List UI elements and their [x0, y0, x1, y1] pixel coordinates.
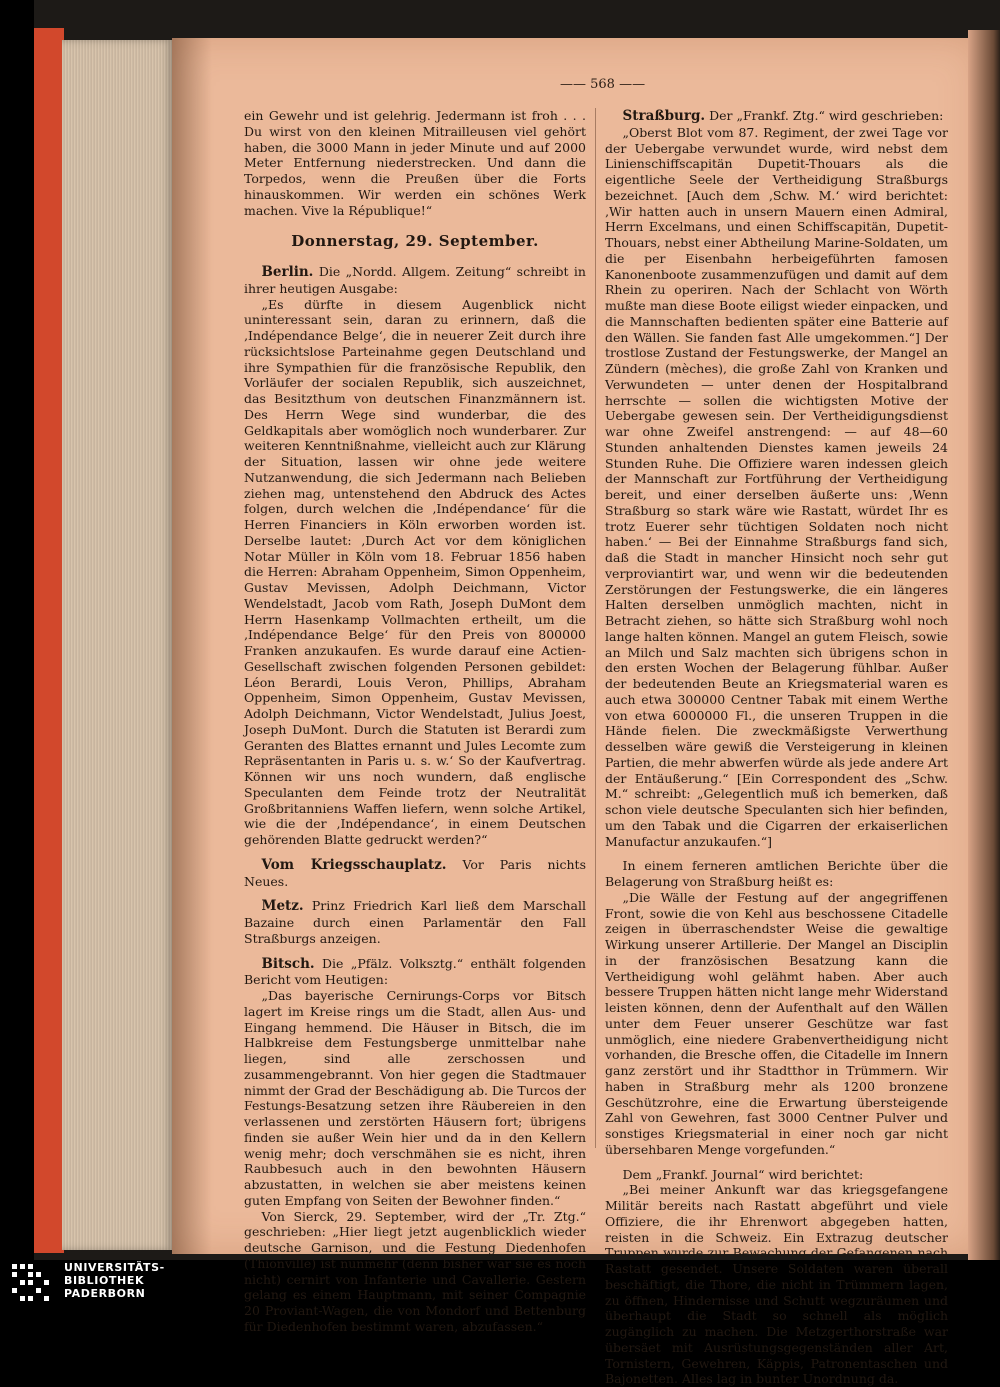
- paragraph-bitsch: [244, 956, 586, 989]
- keyword: Vom Kriegsschauplatz.: [261, 856, 447, 873]
- library-logo-icon: [12, 1264, 52, 1300]
- quote: „Oberst Blot vom 87. Regiment, der zwei Tage vor der Uebergabe verwundet wurde, wird nebst dem Linienschiffscapitän Dupetit-Thouars als die eigentliche Seele der Vertheidigung Straßburgs bezeichnet. [Auch dem ‚Schw. M.‘ wird berichtet: ‚Wir hatten auch in unsern Mauern einen Admiral, Herrn Excelmans, und einen Schiffscapitän, Dupetit-Thouars, nebst einer Abtheilung Marine-Soldaten, um die per Eisenbahn herbeigeführten famosen Kanonenboote zusammenzufügen und damit auf dem Rhein zu operiren. Nach der Schlacht von Wörth mußte man diese Boote eiligst wieder einpacken, und die Mannschaften bedienten später eine Batterie auf den Wällen. Sie fanden fast Alle umgekommen.“] Der trostlose Zustand der Festungswerke, der Mangel an Zündern (mèches), die große Zahl von Kranken und Verwundeten — unter denen der Hospitalbrand herrschte — sollen die wichtigsten Motive der Uebergabe gewesen sein. Der Vertheidigungsdienst war ohne Zweifel anstrengend: — auf 48—60 Stunden anhaltenden Dienstes kamen jeweils 24 Stunden Ruhe. Die Offiziere waren indessen gleich der Mannschaft zur Fortführung der Vertheidigung bereit, und einer derselben äußerte uns: ‚Wenn Straßburg so stark wäre wie Rastatt, würdet Ihr es trotz Euerer sehr tüchtigen Soldaten noch nicht haben.‘ — Bei der Einnahme Straßburgs fand sich, daß die Stadt in mancher Hinsicht noch sehr gut verproviantirt war, und wenn wir die bedeutenden Zerstörungen der Festungswerke, die ein längeres Halten derselben unmöglich machten, nicht in Betracht ziehen, so hätte sich Straßburg wohl noch lange halten können. Mangel an gutem Fleisch, sowie an Milch und Salz machten sich übrigens schon in den ersten Wochen der Belagerung fühlbar. Außer der bedeutenden Beute an Kriegsmaterial waren es auch etwa 300000 Centner Tabak mit einem Werthe von etwa 6000000 Fl., die unseren Truppen in die Hände fielen. Die zweckmäßigste Verwerthung desselben wäre gewiß die Versteigerung in kleinen Partien, die mehr abwerfen würde als jede andere Art der Entäußerung.“ [Ein Correspondent des „Schw. M.“ schreibt: „Gelegentlich muß ich bemerken, daß schon viele deutsche Speculanten sich hier befinden, um den Tabak und die Cigarren der erkaiserlichen Manufactur anzukaufen.“]: [605, 124, 948, 849]
- paragraph-berlin: [244, 264, 586, 297]
- paragraph-sierck: Von Sierck, 29. September, wird der „Tr. Ztg.“ geschrieben: „Hier liegt jetzt augenblicklich wieder deutsche Garnison, und die Festung Diedenhofen (Thionville) ist nunmehr (denn bisher war sie es noch nicht) cernirt von Infanterie und Cavallerie. Gestern gelang es einem Hauptmann, mit seiner Compagnie 20 Proviant-Wagen, die von Mondorf und Bettenburg für Diedenhofen bestimmt waren, abzufassen.“: [244, 1208, 586, 1334]
- page-edges: [62, 40, 174, 1250]
- page-number: —— 568 ——: [560, 77, 646, 92]
- paragraph: In einem ferneren amtlichen Berichte über die Belagerung von Straßburg heißt es:: [605, 858, 948, 889]
- keyword: Berlin.: [261, 264, 314, 280]
- quote: „Das bayerische Cernirungs-Corps vor Bitsch lagert im Kreise rings um die Stadt, allen Aus- und Eingang hemmend. Die Häuser in Bitsch, die im Halbkreise dem Festungsberge unmittelbar nahe liegen, sind alle zerschossen und zusammengebrannt. Von hier gegen die Stadtmauer nimmt der Grad der Beschädigung ab. Die Turcos der Festungs-Besatzung setzen ihre Räubereien in den verlassenen und zerstörten Häusern fort; übrigens finden sie außer Wein hier und da in den Kellern wenig mehr; doch verschmähen sie es nicht, ihren Raubbesuch auch in den bewohnten Häusern abzustatten, in welchen sie aber meistens keinen guten Empfang von Seiten der Bewohner finden.“: [244, 988, 586, 1208]
- book-cover-edge: [34, 28, 64, 1253]
- keyword: Straßburg.: [622, 108, 706, 124]
- left-column: [244, 108, 586, 1335]
- column-rule: [595, 108, 596, 1148]
- keyword: Bitsch.: [261, 955, 315, 972]
- logo-line: PADERBORN: [64, 1287, 146, 1300]
- paragraph-kriegsschauplatz: [244, 857, 586, 890]
- quote: „Die Wälle der Festung auf der angegriffenen Front, sowie die von Kehl aus beschossene Citadelle zeigen in überraschendster Weise die gewaltige Wirkung unserer Artillerie. Der Mangel an Disciplin in der französischen Besatzung kann die Vertheidigung wohl gelähmt haben. Aber auch bessere Truppen hätten nicht lange mehr Widerstand leisten können, denn der Aufenthalt auf den Wällen unter dem Feuer unserer Geschütze war fast unmöglich, eine niedere Grabenvertheidigung nicht vorhanden, die Bresche offen, die Citadelle im Innern ganz zerstört und ihr Stadtthor in Trümmern. Wir haben in Straßburg mehr als 1200 bronzene Geschützrohre, eine die Erwartung übersteigende Zahl von Gewehren, fast 3000 Centner Pulver und sonstiges Kriegsmaterial in einer noch gar nicht übersehbaren Menge vorgefunden.“: [605, 889, 948, 1157]
- text: Die „Nordd. Allgem. Zeitung“ schreibt in ihrer heutigen Ausgabe:: [244, 264, 586, 296]
- text: Der „Frankf. Ztg.“ wird geschrieben:: [709, 108, 944, 123]
- paragraph-metz: [244, 898, 586, 946]
- right-column: [605, 108, 948, 1387]
- quote: „Bei meiner Ankunft war das kriegsgefangene Militär bereits nach Rastatt abgeführt und viele Offiziere, die ihr Ehrenwort abgegeben hatten, reisten in die Schweiz. Ein Extrazug deutscher Truppen wurde zur Bewachung der Gefangenen nach Rastatt gesendet. Unsere Soldaten waren überall beschäftigt, die Thore, die nicht in Trümmern lagen, zu öffnen, Hindernisse und Schutt wegzuräumen und überhaupt die Stadt so schnell als möglich zugänglich zu machen. Die Metzgerthorstraße war übersäet mit Ausrüstungsgegenständen aller Art, Tornistern, Gewehren, Käppis, Patronentaschen und Bajonetten. Alles lag in bunter Unordnung da.: [605, 1182, 948, 1387]
- paragraph: ein Gewehr und ist gelehrig. Jedermann ist froh . . . Du wirst von den kleinen Mitrailleusen viel gehört haben, die 3000 Mann in jeder Minute und auf 2000 Meter Entfernung niederstrecken. Und dann die Torpedos, wenn die Preußen über die Forts hinauskommen. Wir werden ein schönes Werk machen. Vive la République!“: [244, 108, 586, 218]
- gutter-shadow: [172, 38, 212, 1254]
- text: Prinz Friedrich Karl ließ dem Marschall Bazaine durch einen Parlamentär den Fall Straßburgs anzeigen.: [244, 898, 586, 946]
- page-curl: [968, 30, 1000, 1260]
- quote: „Es dürfte in diesem Augenblick nicht uninteressant sein, daran zu erinnern, daß die ‚Indépendance Belge‘, die in neuerer Zeit durch ihre rücksichtslose Parteinahme gegen Deutschland und ihre Sympathien für die französische Republik, den Vorläufer der socialen Republik, sich auszeichnet, das Besitzthum von deutschen Finanzmännern ist. Des Herrn Wege sind wunderbar, die des Geldkapitals aber womöglich noch wunderbarer. Zur weiteren Kenntnißnahme, vielleicht auch zur Klärung der Situation, lassen wir ohne jede weitere Nutzanwendung, die sich Jedermann nach Belieben ziehen mag, untenstehend den Abdruck des Actes folgen, durch welchen die ‚Indépendance‘ für die Herren Financiers in Köln erworben worden ist. Derselbe lautet: ‚Durch Act vor dem königlichen Notar Müller in Köln vom 18. Februar 1856 haben die Herren: Abraham Oppenheim, Simon Oppenheim, Gustav Mevissen, Adolph Deichmann, Victor Wendelstadt, Jacob vom Rath, Joseph DuMont dem Herrn Hasenkamp Vollmachten ertheilt, um die ‚Indépendance Belge‘ für den Preis von 800000 Franken anzukaufen. Es wurde darauf eine Actien-Gesellschaft zwischen folgenden Personen gebildet: Léon Berardi, Louis Veron, Phillips, Abraham Oppenheim, Simon Oppenheim, Gustav Mevissen, Adolph Deichmann, Victor Wendelstadt, Julius Joest, Joseph DuMont. Durch die Statuten ist Berardi zum Geranten des Blattes ernannt und Jules Lecomte zum Repräsentanten in Paris u. s. w.‘ So der Kaufvertrag. Können wir uns noch wundern, daß englische Speculanten dem Feinde trotz der Neutralität Großbritanniens Waffen liefern, wenn solche Artikel, wie die der ‚Indépendance‘, in einem Deutschen gehörenden Blatte gedruckt werden?“: [244, 296, 586, 847]
- logo-line: UNIVERSITÄTS-: [64, 1261, 165, 1274]
- text: Die „Pfälz. Volksztg.“ enthält folgenden Bericht vom Heutigen:: [244, 955, 586, 988]
- text: Vor Paris nichts Neues.: [244, 856, 586, 889]
- paragraph: Dem „Frankf. Journal“ wird berichtet:: [622, 1166, 864, 1182]
- date-heading: Donnerstag, 29. September.: [291, 232, 539, 251]
- library-logo: [8, 1260, 238, 1304]
- keyword: Metz.: [261, 898, 304, 915]
- logo-line: BIBLIOTHEK: [64, 1274, 145, 1287]
- paragraph-strassburg: [605, 108, 948, 125]
